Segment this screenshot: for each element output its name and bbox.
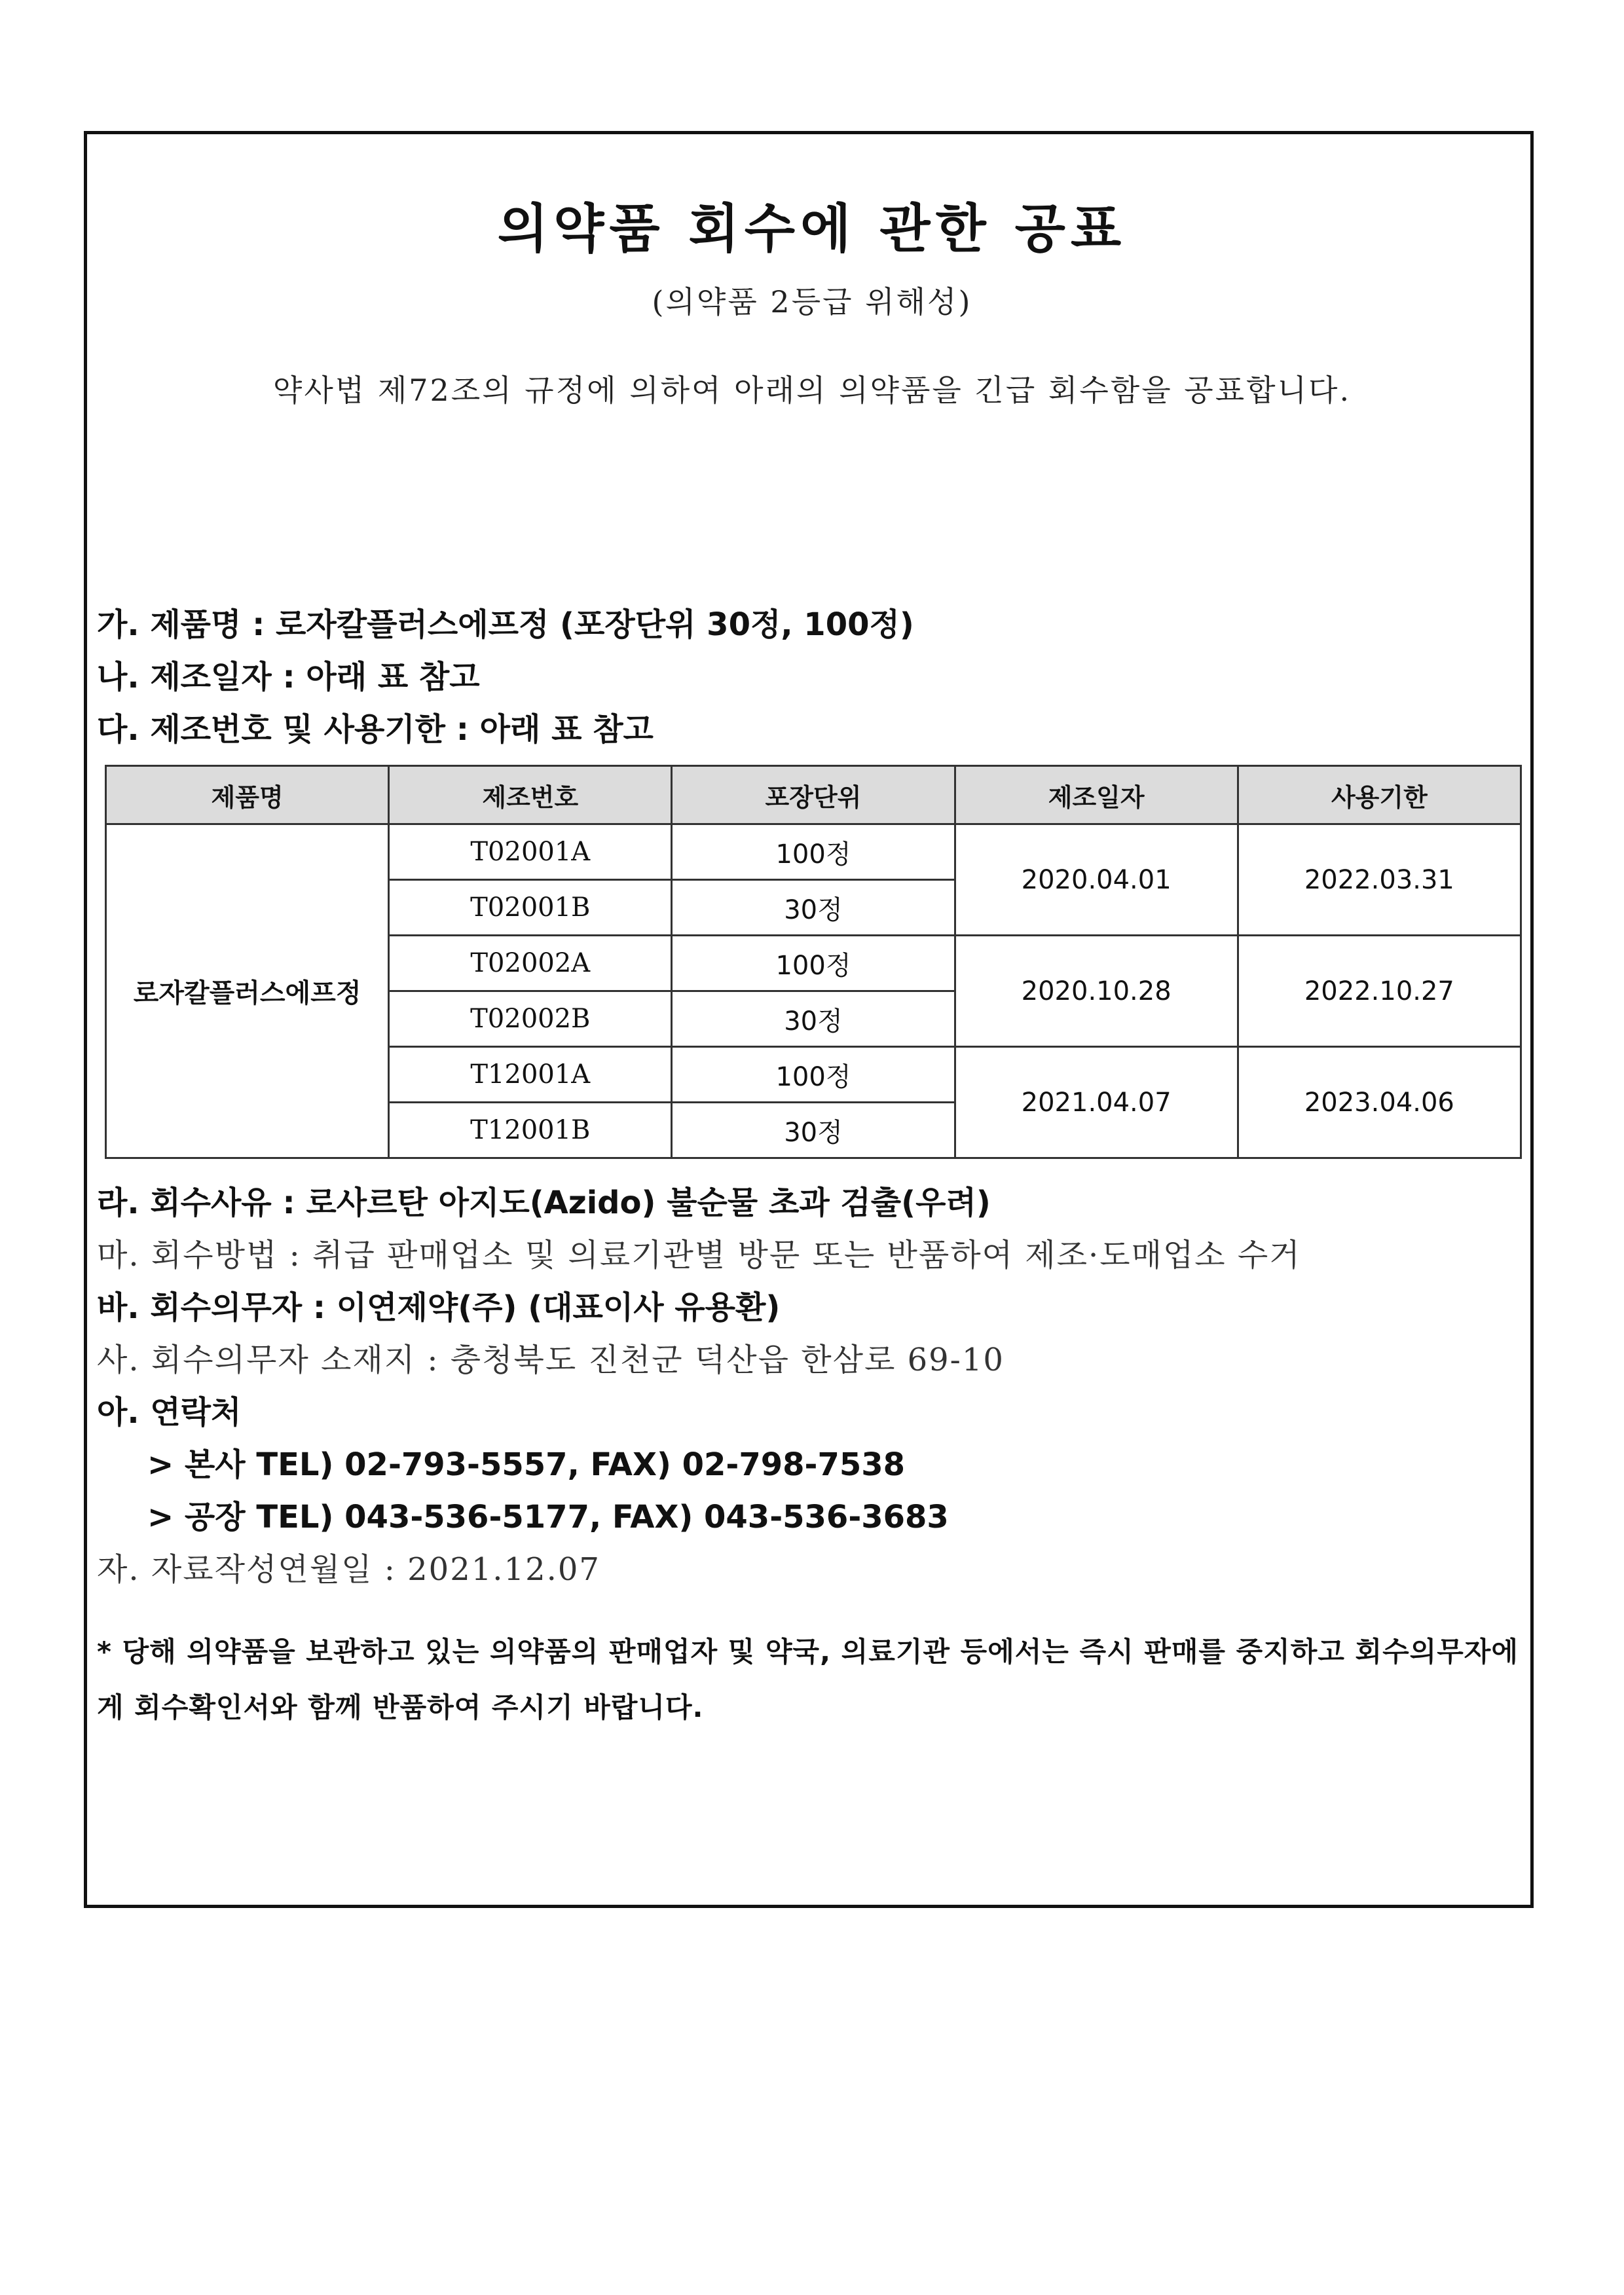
header-lot: 제조번호 [389,766,672,824]
unit-cell: 100정 [672,824,955,880]
product-cell: 로자칼플러스에프정 [106,824,389,1158]
page-title: 의약품 회수에 관한 공표 [497,198,1127,259]
recall-table [105,765,1522,1159]
unit-cell: 30정 [672,991,955,1047]
expiry-cell: 2022.03.31 [1238,824,1521,936]
lot-cell: T02002A [389,936,672,991]
unit-cell: 100정 [672,1047,955,1103]
header-expiry: 사용기한 [1238,766,1521,824]
expiry-cell: 2022.10.27 [1238,936,1521,1047]
item-recall-obligor: 바. 회수의무자 : 이연제약(주) (대표이사 유용환) [97,1289,781,1326]
unit-cell: 30정 [672,880,955,936]
table-row [106,824,1521,880]
contact-factory: > 공장 TEL) 043-536-5177, FAX) 043-536-3683 [147,1499,949,1535]
header-product: 제품명 [106,766,389,824]
lot-cell: T12001A [389,1047,672,1103]
lot-cell: T02001B [389,880,672,936]
item-lot-expiry: 다. 제조번호 및 사용기한 : 아래 표 참고 [97,711,654,748]
mfg-date-cell: 2021.04.07 [955,1047,1238,1158]
item-obligor-address: 사. 회수의무자 소재지 : 충청북도 진천군 덕산읍 한삼로 69-10 [97,1342,1005,1378]
mfg-date-cell: 2020.10.28 [955,936,1238,1047]
table-header-row [106,766,1521,824]
intro-text: 약사법 제72조의 규정에 의하여 아래의 의약품을 긴급 회수함을 공표합니다. [272,373,1352,408]
unit-cell: 30정 [672,1103,955,1158]
item-recall-reason: 라. 회수사유 : 로사르탄 아지도(Azido) 불순물 초과 검출(우려) [97,1184,991,1221]
contact-headquarters: > 본사 TEL) 02-793-5557, FAX) 02-798-7538 [147,1446,906,1483]
mfg-date-cell: 2020.04.01 [955,824,1238,936]
item-product-name: 가. 제품명 : 로자칼플러스에프정 (포장단위 30정, 100정) [97,606,914,643]
item-recall-method: 마. 회수방법 : 취급 판매업소 및 의료기관별 방문 또는 반품하여 제조·도매업소 수거 [97,1237,1301,1274]
unit-cell: 100정 [672,936,955,991]
lot-cell: T02002B [389,991,672,1047]
item-manufacture-date: 나. 제조일자 : 아래 표 참고 [97,659,480,695]
lot-cell: T02001A [389,824,672,880]
item-contact: 아. 연락처 [97,1394,242,1431]
header-mfg-date: 제조일자 [955,766,1238,824]
header-unit: 포장단위 [672,766,955,824]
page-subtitle: (의약품 2등급 위해성) [652,284,972,320]
notice-text: * 당해 의약품을 보관하고 있는 의약품의 판매업자 및 약국, 의료기관 등에서는 즉시 판매를 중지하고 회수의무자에게 회수확인서와 함께 반품하여 주시기 바랍니다. [97,1636,1519,1723]
lot-cell: T12001B [389,1103,672,1158]
item-date-prepared: 자. 자료작성연월일 : 2021.12.07 [97,1551,600,1588]
expiry-cell: 2023.04.06 [1238,1047,1521,1158]
